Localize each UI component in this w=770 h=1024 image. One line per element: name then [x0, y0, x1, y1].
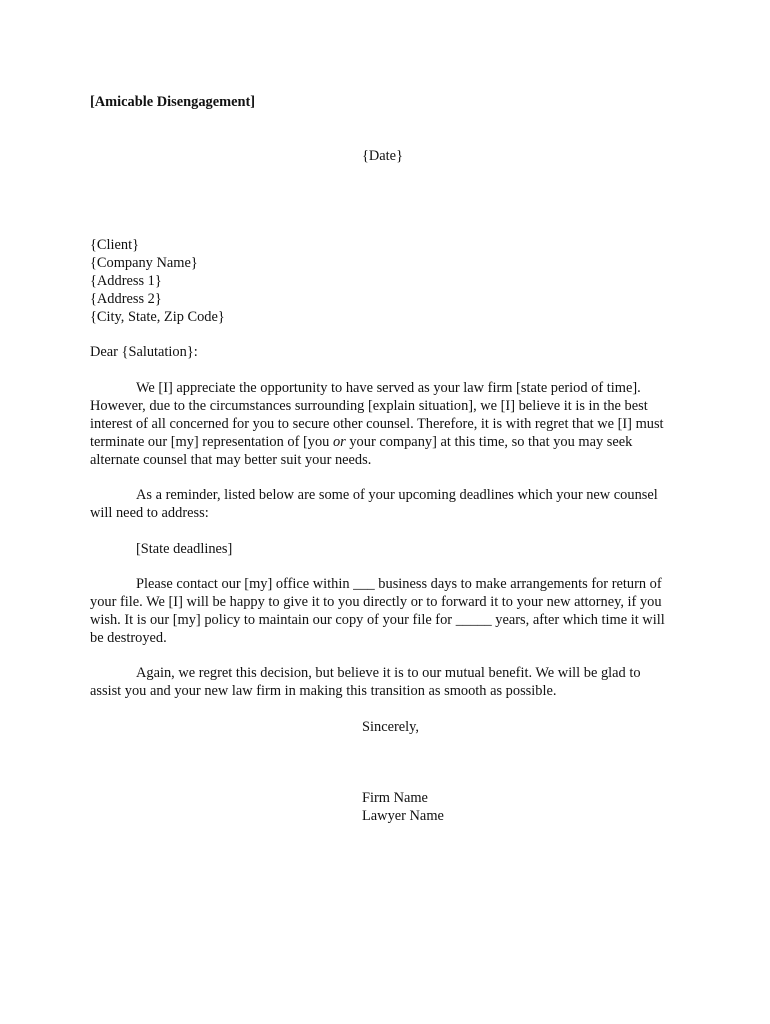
paragraph-3-line-3: wish. It is our [my] policy to maintain our copy of your file for _____ years, after which time it will	[90, 612, 665, 628]
recipient-address-2: {Address 2}	[90, 291, 162, 307]
paragraph-3-line-4: be destroyed.	[90, 630, 167, 646]
paragraph-1-line-1: We [I] appreciate the opportunity to have served as your law firm [state period of time].	[136, 380, 641, 396]
closing: Sincerely,	[362, 719, 420, 735]
paragraph-1-line-5: alternate counsel that may better suit your needs.	[90, 452, 372, 468]
paragraph-1-line-4	[90, 433, 632, 451]
deadlines-placeholder: [State deadlines]	[136, 541, 233, 557]
salutation: Dear {Salutation}:	[90, 344, 198, 360]
recipient-city-state-zip: {City, State, Zip Code}	[90, 309, 225, 325]
paragraph-1-line-2: However, due to the circumstances surrounding [explain situation], we [I] believe it is in the best	[90, 398, 648, 414]
recipient-address-1: {Address 1}	[90, 273, 162, 289]
paragraph-3-line-2: your file. We [I] will be happy to give it to you directly or to forward it to your new attorney, if you	[90, 594, 662, 610]
signature-firm-name: Firm Name	[362, 790, 428, 806]
paragraph-3-line-1: Please contact our [my] office within ___ business days to make arrangements for return of	[136, 576, 662, 592]
paragraph-4-line-2: assist you and your new law firm in making this transition as smooth as possible.	[90, 683, 557, 699]
paragraph-2-line-1: As a reminder, listed below are some of your upcoming deadlines which your new counsel	[136, 487, 658, 503]
letter-date: {Date}	[362, 148, 403, 164]
paragraph-1-line-4-start: terminate our [my] representation of [you	[90, 434, 333, 450]
paragraph-1-line-4-emphasis: or	[332, 434, 346, 450]
signature-lawyer-name: Lawyer Name	[362, 808, 444, 824]
paragraph-1-line-3: interest of all concerned for you to secure other counsel. Therefore, it is with regret that we [I] must	[90, 416, 664, 432]
paragraph-1-line-4-end: your company] at this time, so that you may seek	[345, 434, 633, 450]
document-heading: [Amicable Disengagement]	[90, 94, 256, 110]
paragraph-4-line-1: Again, we regret this decision, but believe it is to our mutual benefit. We will be glad to	[136, 665, 641, 681]
recipient-company: {Company Name}	[90, 255, 198, 271]
paragraph-2-line-2: will need to address:	[90, 505, 209, 521]
recipient-client: {Client}	[90, 237, 139, 253]
